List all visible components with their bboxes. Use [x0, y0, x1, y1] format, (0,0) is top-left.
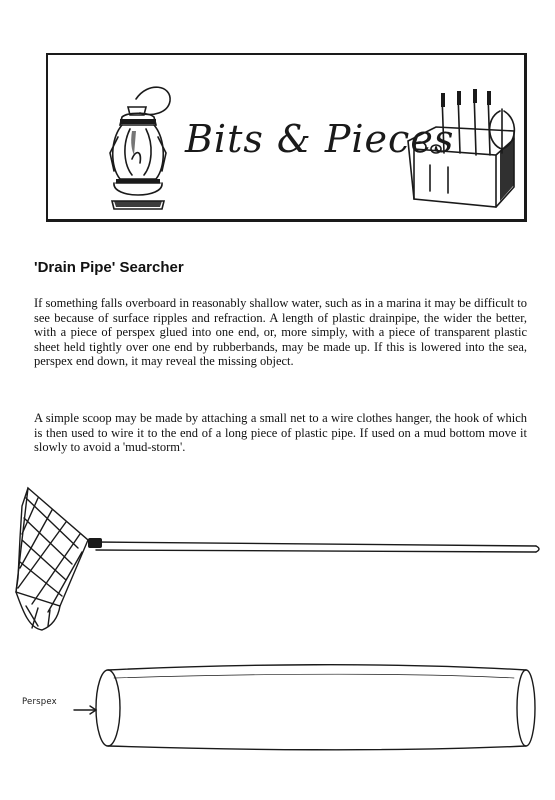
- perspex-label: Perspex: [22, 697, 57, 707]
- header-banner: [46, 53, 527, 222]
- scoop-net-illustration: [8, 478, 548, 642]
- oil-lantern-illustration: [76, 79, 181, 217]
- article-paragraph-2: A simple scoop may be made by attaching a small net to a wire clothes hanger, the hook of which is then used to wire it to the end of a long piece of plastic pipe. If used on a mud bottom move it slowly to avoid a 'mud-storm'.: [34, 411, 527, 455]
- article-heading: 'Drain Pipe' Searcher: [34, 259, 184, 276]
- drainpipe-illustration: [14, 658, 540, 758]
- article-paragraph-1: If something falls overboard in reasonably shallow water, such as in a marina it may be difficult to see because of surface ripples and refraction. A length of plastic drainpipe, the wider the better, with a piece of perspex glued into one end, or, more simply, with a piece of transparent plastic sheet held tightly over one end by rubberbands, may be made up. If this is lowered into the sea, perspex end down, it may reveal the missing object.: [34, 296, 527, 369]
- brush-stand-illustration: [400, 89, 522, 215]
- header-title: Bits & Pieces: [185, 117, 455, 161]
